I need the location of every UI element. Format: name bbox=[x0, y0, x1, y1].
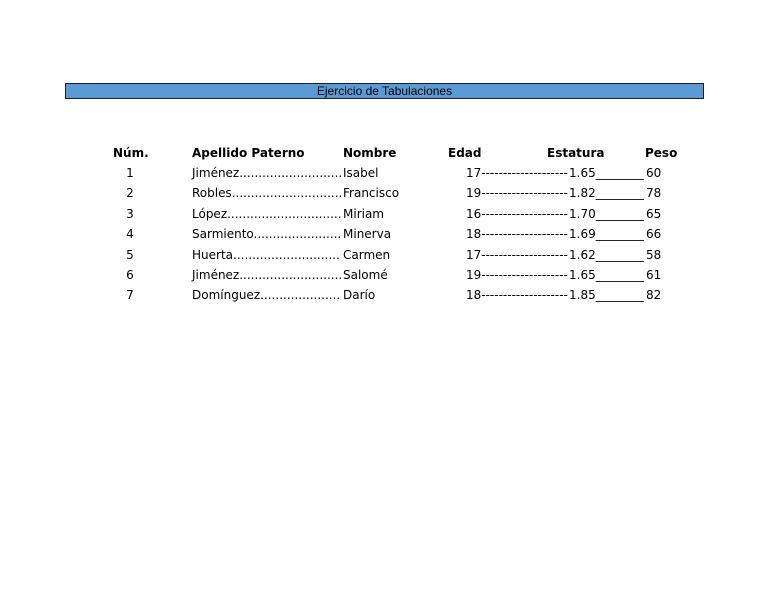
row-estatura: 1.65________ bbox=[569, 268, 644, 282]
row-nombre: Darío bbox=[343, 288, 376, 302]
row-estatura: 1.70________ bbox=[569, 207, 644, 221]
header-estatura: Estatura bbox=[547, 146, 605, 160]
row-edad: 18-------------------- bbox=[466, 288, 568, 302]
row-num: 1 bbox=[126, 166, 134, 180]
row-apellido: Sarmiento....................... bbox=[192, 227, 342, 241]
header-apellido: Apellido Paterno bbox=[192, 146, 305, 160]
row-nombre: Carmen bbox=[343, 248, 391, 262]
header-edad: Edad bbox=[448, 146, 482, 160]
row-apellido: Jiménez........................... bbox=[192, 268, 343, 282]
row-edad: 19-------------------- bbox=[466, 268, 568, 282]
row-nombre: Minerva bbox=[343, 227, 392, 241]
header-num: Núm. bbox=[113, 146, 149, 160]
row-nombre: Salomé bbox=[343, 268, 388, 282]
row-estatura: 1.65________ bbox=[569, 166, 644, 180]
document-title: Ejercicio de Tabulaciones bbox=[65, 83, 704, 99]
row-num: 6 bbox=[126, 268, 134, 282]
row-peso: 66 bbox=[646, 227, 662, 241]
row-nombre: Isabel bbox=[343, 166, 379, 180]
row-peso: 58 bbox=[646, 248, 662, 262]
row-num: 7 bbox=[126, 288, 134, 302]
row-peso: 61 bbox=[646, 268, 662, 282]
row-apellido: Robles............................. bbox=[192, 186, 343, 200]
row-peso: 60 bbox=[646, 166, 662, 180]
row-apellido: Huerta............................ bbox=[192, 248, 340, 262]
row-estatura: 1.69________ bbox=[569, 227, 644, 241]
row-edad: 18-------------------- bbox=[466, 227, 568, 241]
row-edad: 16-------------------- bbox=[466, 207, 568, 221]
row-num: 4 bbox=[126, 227, 134, 241]
row-estatura: 1.85________ bbox=[569, 288, 644, 302]
row-apellido: López.............................. bbox=[192, 207, 342, 221]
row-peso: 82 bbox=[646, 288, 662, 302]
row-edad: 19-------------------- bbox=[466, 186, 568, 200]
row-nombre: Francisco bbox=[343, 186, 400, 200]
row-apellido: Domínguez..................... bbox=[192, 288, 341, 302]
row-edad: 17-------------------- bbox=[466, 166, 568, 180]
row-nombre: Miriam bbox=[343, 207, 384, 221]
row-edad: 17-------------------- bbox=[466, 248, 568, 262]
row-estatura: 1.62________ bbox=[569, 248, 644, 262]
header-nombre: Nombre bbox=[343, 146, 397, 160]
row-num: 3 bbox=[126, 207, 134, 221]
row-estatura: 1.82________ bbox=[569, 186, 644, 200]
header-peso: Peso bbox=[645, 146, 678, 160]
row-apellido: Jiménez........................... bbox=[192, 166, 343, 180]
row-peso: 65 bbox=[646, 207, 662, 221]
row-num: 2 bbox=[126, 186, 134, 200]
row-peso: 78 bbox=[646, 186, 662, 200]
row-num: 5 bbox=[126, 248, 134, 262]
